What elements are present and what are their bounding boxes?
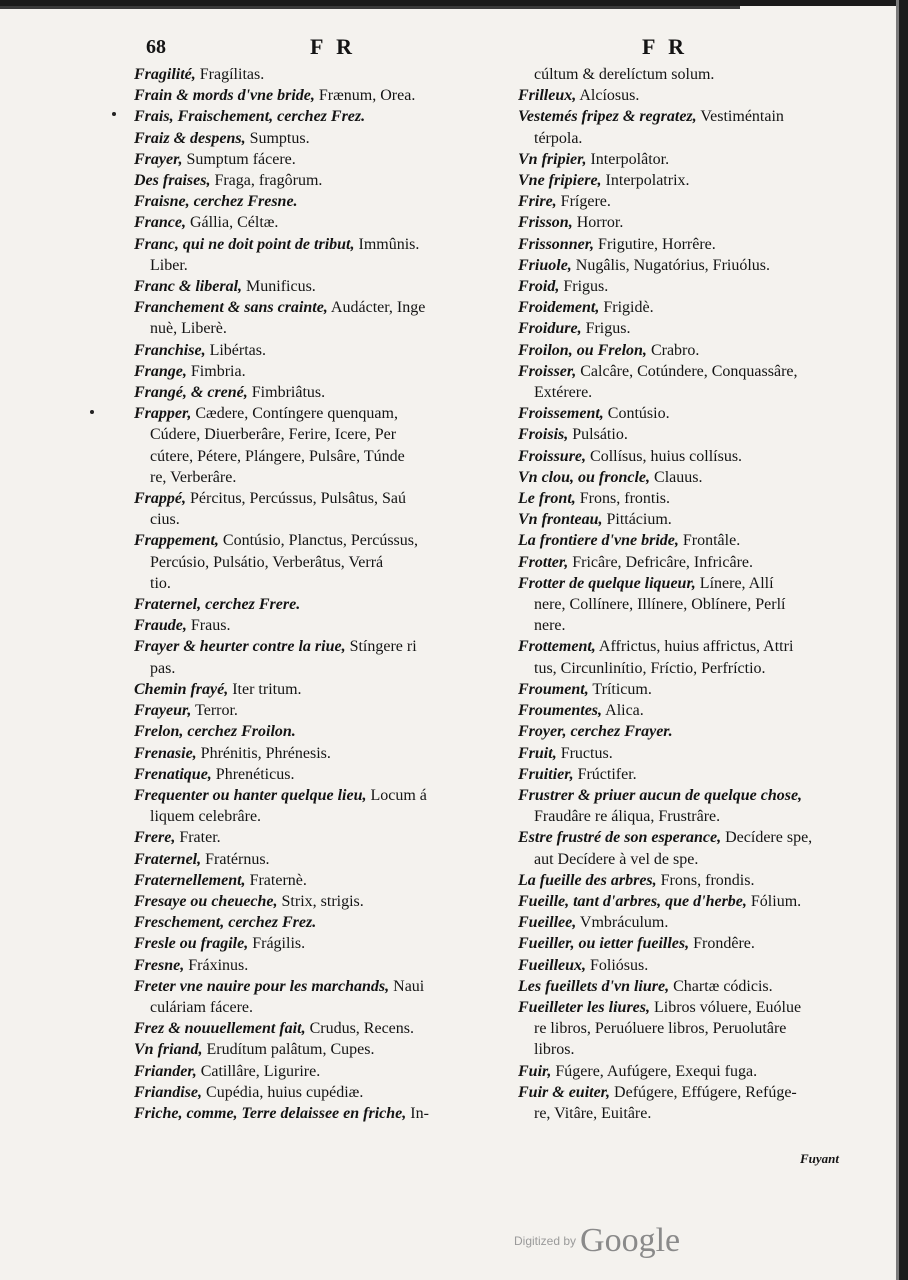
entry-headword: Estre frustré de son esperance, (518, 829, 722, 847)
entry-headword: Vn fripier, (518, 150, 587, 168)
dictionary-entry (518, 446, 850, 467)
entry-continuation: libros. (534, 1041, 575, 1059)
entry-headword: Frais, Fraischement, cerchez Frez. (134, 108, 366, 126)
entry-translation: Chartæ códicis. (669, 977, 773, 995)
entry-translation: Vestiméntain (696, 108, 784, 126)
entry-translation: Contúsio, Planctus, Percússus, (218, 532, 419, 550)
entry-translation: Fimbriâtus. (247, 384, 326, 402)
dictionary-entry (518, 827, 850, 848)
dictionary-entry (134, 128, 494, 149)
entry-continuation: culáriam fácere. (150, 998, 254, 1016)
entry-continuation: Extérere. (534, 384, 593, 402)
dictionary-entry (518, 467, 850, 488)
entry-headword: Franchement & sans crainte, (134, 299, 328, 317)
entry-translation: Cædere, Contíngere quenquam, (191, 405, 398, 423)
dictionary-entry (134, 1061, 494, 1082)
dictionary-entry (518, 212, 850, 233)
entry-translation: Fructus. (556, 744, 613, 762)
entry-headword: Friche, comme, Terre delaissee en friche, (134, 1104, 407, 1122)
dictionary-entry (134, 594, 494, 615)
dictionary-entry (134, 276, 494, 297)
dictionary-entry (134, 764, 494, 785)
entry-translation: Clauus. (650, 468, 703, 486)
dictionary-entry (518, 170, 850, 191)
running-head-right: F R (642, 34, 689, 59)
entry-translation: Interpolâtor. (586, 150, 670, 168)
dictionary-entry (518, 870, 850, 891)
entry-translation: Fragílitas. (195, 66, 265, 83)
dictionary-entry (518, 764, 850, 785)
entry-headword: Chemin frayé, (134, 680, 229, 698)
entry-headword: Frenasie, (134, 744, 197, 762)
entry-translation: In- (406, 1104, 429, 1122)
entry-headword: Froidement, (518, 299, 600, 317)
entry-translation: Pércitus, Percússus, Pulsâtus, Saú (186, 490, 406, 508)
entry-translation: Immûnis. (354, 235, 420, 253)
entry-translation: Frigus. (581, 320, 631, 338)
dictionary-entry (134, 106, 494, 127)
dictionary-entry (134, 191, 494, 212)
entry-continuation: re, Verberâre. (150, 468, 237, 486)
entry-continuation: tio. (150, 574, 171, 592)
running-head-left: F R (310, 34, 357, 59)
entry-headword: Frisson, (518, 214, 573, 232)
dictionary-entry (134, 488, 494, 509)
google-logo-text: Google (580, 1222, 681, 1259)
entry-headword: Frire, (518, 193, 557, 211)
entry-continuation: cius. (150, 511, 180, 529)
entry-headword: Froid, (518, 278, 560, 296)
entry-headword: Frissonner, (518, 235, 595, 253)
entry-headword: Vestemés fripez & regratez, (518, 108, 697, 126)
dictionary-entry (134, 849, 494, 870)
entry-headword: Fueilleux, (518, 956, 587, 974)
dictionary-entry (518, 509, 850, 530)
entry-translation: Frágilis. (248, 935, 306, 953)
dictionary-entry (134, 636, 494, 657)
entry-headword: Fragilité, (134, 66, 196, 83)
entry-headword: Froissure, (518, 447, 587, 465)
entry-translation: Locum á (366, 786, 427, 804)
dictionary-entry (518, 340, 850, 361)
entry-translation: Strix, strigis. (277, 892, 364, 910)
entry-continuation: nuè, Liberè. (150, 320, 227, 338)
entry-headword: Frangé, & crené, (134, 384, 248, 402)
entry-translation: Fraga, fragôrum. (210, 172, 323, 190)
entry-translation: Vmbráculum. (576, 914, 669, 932)
digitized-by-text: Digitized by (514, 1234, 577, 1248)
entry-headword: Frayer, (134, 150, 183, 168)
entry-continuation: liquem celebrâre. (150, 808, 262, 826)
entry-translation: Frigus. (559, 278, 609, 296)
entry-headword: Fruitier, (518, 765, 574, 783)
dictionary-entry (134, 721, 494, 742)
entry-headword: Frelon, cerchez Froilon. (134, 723, 296, 741)
entry-translation: Catillâre, Ligurire. (196, 1062, 321, 1080)
entry-continuation: Fraudâre re áliqua, Frustrâre. (534, 808, 721, 826)
entry-headword: Fuir, (518, 1062, 552, 1080)
dictionary-entry (134, 679, 494, 700)
entry-headword: Frange, (134, 362, 187, 380)
entry-translation: Phrenéticus. (211, 765, 295, 783)
entry-headword: La frontiere d'vne bride, (518, 532, 679, 550)
dictionary-entry (134, 912, 494, 933)
entry-headword: Franc, qui ne doit point de tribut, (134, 235, 355, 253)
entry-translation: Frigidè. (599, 299, 654, 317)
entry-translation: Fraternè. (245, 871, 307, 889)
entry-translation: Frontâle. (678, 532, 741, 550)
entry-translation: Foliósus. (586, 956, 649, 974)
dictionary-entry (134, 700, 494, 721)
entry-translation: Pulsátio. (568, 426, 628, 444)
entry-continuation: pas. (150, 659, 176, 677)
ink-speck (90, 410, 94, 414)
entry-continuation: nere, Collínere, Illínere, Oblínere, Perlí (534, 596, 786, 614)
dictionary-entry (518, 318, 850, 339)
dictionary-entry (518, 573, 850, 594)
entry-headword: Frayeur, (134, 702, 192, 720)
entry-headword: Frequenter ou hanter quelque lieu, (134, 786, 367, 804)
entry-translation: Phrénitis, Phrénesis. (196, 744, 331, 762)
entry-translation: Fólium. (746, 892, 802, 910)
dictionary-entry (518, 424, 850, 445)
dictionary-entry (134, 827, 494, 848)
dictionary-entry (134, 361, 494, 382)
entry-translation: Crabro. (646, 341, 700, 359)
dictionary-entry (134, 1039, 494, 1060)
entry-headword: Fruit, (518, 744, 557, 762)
dictionary-entry (518, 191, 850, 212)
entry-headword: Froumentes, (518, 702, 603, 720)
dictionary-entry (518, 403, 850, 424)
scan-right-shadow (896, 0, 899, 1280)
entry-headword: Frottement, (518, 638, 596, 656)
entry-translation: Alcíosus. (576, 87, 640, 105)
entry-headword: Friandise, (134, 1083, 203, 1101)
dictionary-entry (134, 340, 494, 361)
digitization-footer (514, 1222, 680, 1260)
entry-headword: Vn clou, ou froncle, (518, 468, 651, 486)
dictionary-entry (518, 1061, 850, 1082)
dictionary-entry (134, 149, 494, 170)
entry-translation: Sumptum fácere. (182, 150, 296, 168)
dictionary-entry (518, 891, 850, 912)
entry-translation: Decídere spe, (721, 829, 813, 847)
entry-translation: Frons, frontis. (575, 490, 671, 508)
dictionary-entry (134, 891, 494, 912)
entry-translation: Frænum, Orea. (314, 87, 416, 105)
entry-headword: Froisser, (518, 362, 577, 380)
entry-translation: Nugâlis, Nugatórius, Friuólus. (571, 256, 771, 274)
entry-translation: Iter tritum. (228, 680, 302, 698)
dictionary-entry (134, 933, 494, 954)
entry-headword: Fueillee, (518, 914, 577, 932)
entry-headword: Frappé, (134, 490, 186, 508)
entry-translation: Fimbria. (186, 362, 246, 380)
dictionary-entry (134, 382, 494, 403)
entry-headword: Frenatique, (134, 765, 212, 783)
entry-headword: Le front, (518, 490, 576, 508)
dictionary-entry (134, 64, 494, 85)
dictionary-entry (134, 85, 494, 106)
dictionary-entry (518, 361, 850, 382)
entry-translation: Frígere. (556, 193, 611, 211)
ink-speck (112, 112, 116, 116)
entry-headword: Des fraises, (134, 172, 211, 190)
entry-headword: Frain & mords d'vne bride, (134, 87, 315, 105)
entry-headword: Vn fronteau, (518, 511, 603, 529)
entry-headword: Frez & nouuellement fait, (134, 1020, 306, 1038)
entry-continuation: tus, Circunlinítio, Fríctio, Perfríctio. (534, 659, 766, 677)
entry-headword: Fraternellement, (134, 871, 246, 889)
entry-headword: Fueiller, ou ietter fueilles, (518, 935, 690, 953)
entry-translation: Audácter, Inge (327, 299, 426, 317)
entry-translation: Terror. (191, 702, 238, 720)
entry-translation: Línere, Allí (695, 574, 774, 592)
dictionary-entry (134, 955, 494, 976)
entry-headword: Fraternel, (134, 850, 202, 868)
entry-headword: Fresne, (134, 956, 185, 974)
entry-translation: Fúgere, Aufúgere, Exequi fuga. (551, 1062, 758, 1080)
dictionary-entry (518, 106, 850, 127)
entry-translation: Horror. (572, 214, 624, 232)
dictionary-entry (518, 488, 850, 509)
entry-headword: Frapper, (134, 405, 192, 423)
entry-translation: Collísus, huius collísus. (586, 447, 743, 465)
dictionary-entry (518, 933, 850, 954)
dictionary-entry (134, 976, 494, 997)
entry-headword: Fraude, (134, 617, 187, 635)
entry-headword: Fresaye ou cheueche, (134, 892, 278, 910)
entry-translation: Gállia, Céltæ. (186, 214, 279, 232)
dictionary-entry (134, 1082, 494, 1103)
entry-headword: Les fueillets d'vn liure, (518, 977, 670, 995)
entry-continuation: re libros, Peruóluere libros, Peruolutâre (534, 1020, 787, 1038)
entry-translation: Contúsio. (603, 405, 670, 423)
entry-headword: Frayer & heurter contre la riue, (134, 638, 346, 656)
entry-translation: Fricâre, Defricâre, Infricâre. (568, 553, 753, 571)
entry-translation: Frigutire, Horrêre. (594, 235, 716, 253)
entry-translation: Alica. (602, 702, 644, 720)
dictionary-entry (134, 403, 494, 424)
dictionary-entry (134, 743, 494, 764)
dictionary-entry (134, 170, 494, 191)
dictionary-entry (134, 530, 494, 551)
dictionary-entry (518, 721, 850, 742)
entry-translation: Naui (389, 977, 425, 995)
entry-translation: Cupédia, huius cupédiæ. (202, 1083, 364, 1101)
entry-translation: Calcâre, Cotúndere, Conquassâre, (576, 362, 798, 380)
dictionary-entry (518, 234, 850, 255)
entry-headword: Fraiz & despens, (134, 129, 246, 147)
entry-translation: Erudítum palâtum, Cupes. (202, 1041, 375, 1059)
entry-headword: Froidure, (518, 320, 582, 338)
entry-headword: Freschement, cerchez Frez. (134, 914, 317, 932)
dictionary-entry (134, 785, 494, 806)
dictionary-entry (518, 552, 850, 573)
dictionary-entry (134, 870, 494, 891)
dictionary-entry (134, 1103, 494, 1124)
entry-headword: Vne fripiere, (518, 172, 602, 190)
entry-translation: Fratérnus. (201, 850, 270, 868)
scan-top-shadow (0, 6, 740, 9)
dictionary-entry (518, 64, 850, 85)
entry-headword: Friander, (134, 1062, 197, 1080)
entry-translation: Frúctifer. (573, 765, 637, 783)
entry-translation: Libros vóluere, Euólue (650, 998, 802, 1016)
entry-headword: Fraisne, cerchez Fresne. (134, 193, 298, 211)
dictionary-entry (134, 1018, 494, 1039)
dictionary-entry (518, 955, 850, 976)
dictionary-entry (518, 700, 850, 721)
entry-headword: Friuole, (518, 256, 572, 274)
dictionary-entry (134, 234, 494, 255)
entry-translation: Tríticum. (588, 680, 652, 698)
entry-headword: Froisis, (518, 426, 569, 444)
entry-headword: Fueille, tant d'arbres, que d'herbe, (518, 892, 747, 910)
dictionary-entry (134, 297, 494, 318)
entry-headword: La fueille des arbres, (518, 871, 657, 889)
entry-headword: Franc & liberal, (134, 278, 243, 296)
entry-headword: Frustrer & priuer aucun de quelque chose, (518, 786, 803, 804)
entry-continuation: Percúsio, Pulsátio, Verberâtus, Verrá (150, 553, 384, 571)
entry-headword: Fresle ou fragile, (134, 935, 249, 953)
entry-continuation: nere. (534, 617, 566, 635)
entry-continuation: Cúdere, Diuerberâre, Ferire, Icere, Per (150, 426, 397, 444)
entry-headword: Freter vne nauire pour les marchands, (134, 977, 390, 995)
entry-translation: Frater. (175, 829, 221, 847)
entry-translation: cúltum & derelíctum solum. (534, 66, 715, 83)
page-number: 68 (146, 36, 166, 58)
scan-right-edge (899, 0, 908, 1280)
dictionary-entry (518, 679, 850, 700)
dictionary-entry (518, 297, 850, 318)
dictionary-entry (518, 743, 850, 764)
catchword: Fuyant (800, 1151, 840, 1166)
dictionary-entry (518, 276, 850, 297)
dictionary-entry (518, 636, 850, 657)
entry-headword: Fueilleter les liures, (518, 998, 650, 1016)
entry-headword: Frotter, (518, 553, 569, 571)
entry-translation: Frons, frondis. (656, 871, 755, 889)
entry-translation: Fraus. (186, 617, 231, 635)
entry-headword: Frotter de quelque liqueur, (518, 574, 696, 592)
entry-continuation: térpola. (534, 129, 583, 147)
dictionary-entry (518, 149, 850, 170)
entry-headword: Frere, (134, 829, 176, 847)
dictionary-entry (518, 997, 850, 1018)
left-column (134, 64, 494, 1124)
entry-translation: Frondêre. (689, 935, 755, 953)
entry-continuation: aut Decídere à vel de spe. (534, 850, 699, 868)
entry-headword: Froument, (518, 680, 589, 698)
dictionary-entry (518, 85, 850, 106)
dictionary-entry (518, 1082, 850, 1103)
dictionary-entry (518, 912, 850, 933)
entry-headword: France, (134, 214, 186, 232)
entry-translation: Affrictus, huius affrictus, Attri (595, 638, 794, 656)
entry-headword: Froissement, (518, 405, 604, 423)
entry-translation: Sumptus. (245, 129, 310, 147)
dictionary-entry (518, 785, 850, 806)
entry-translation: Defúgere, Effúgere, Refúge- (610, 1083, 797, 1101)
dictionary-entry (134, 615, 494, 636)
entry-translation: Stíngere ri (345, 638, 417, 656)
entry-translation: Fráxinus. (184, 956, 249, 974)
entry-continuation: Liber. (150, 256, 188, 274)
entry-translation: Interpolatrix. (601, 172, 690, 190)
entry-translation: Munificus. (242, 278, 316, 296)
entry-continuation: cútere, Pétere, Plángere, Pulsâre, Túnde (150, 447, 405, 465)
entry-translation: Pittácium. (602, 511, 672, 529)
entry-headword: Vn friand, (134, 1041, 203, 1059)
entry-headword: Franchise, (134, 341, 206, 359)
dictionary-entry (134, 212, 494, 233)
entry-headword: Fraternel, cerchez Frere. (134, 596, 301, 614)
dictionary-entry (518, 255, 850, 276)
entry-headword: Frappement, (134, 532, 219, 550)
right-column (518, 64, 850, 1124)
entry-headword: Froyer, cerchez Frayer. (518, 723, 673, 741)
entry-headword: Froilon, ou Frelon, (518, 341, 647, 359)
dictionary-entry (518, 530, 850, 551)
dictionary-entry (518, 976, 850, 997)
entry-translation: Crudus, Recens. (305, 1020, 415, 1038)
entry-headword: Fuir & euiter, (518, 1083, 611, 1101)
entry-translation: Libértas. (205, 341, 266, 359)
entry-headword: Frilleux, (518, 87, 577, 105)
entry-continuation: re, Vitâre, Euitâre. (534, 1104, 652, 1122)
